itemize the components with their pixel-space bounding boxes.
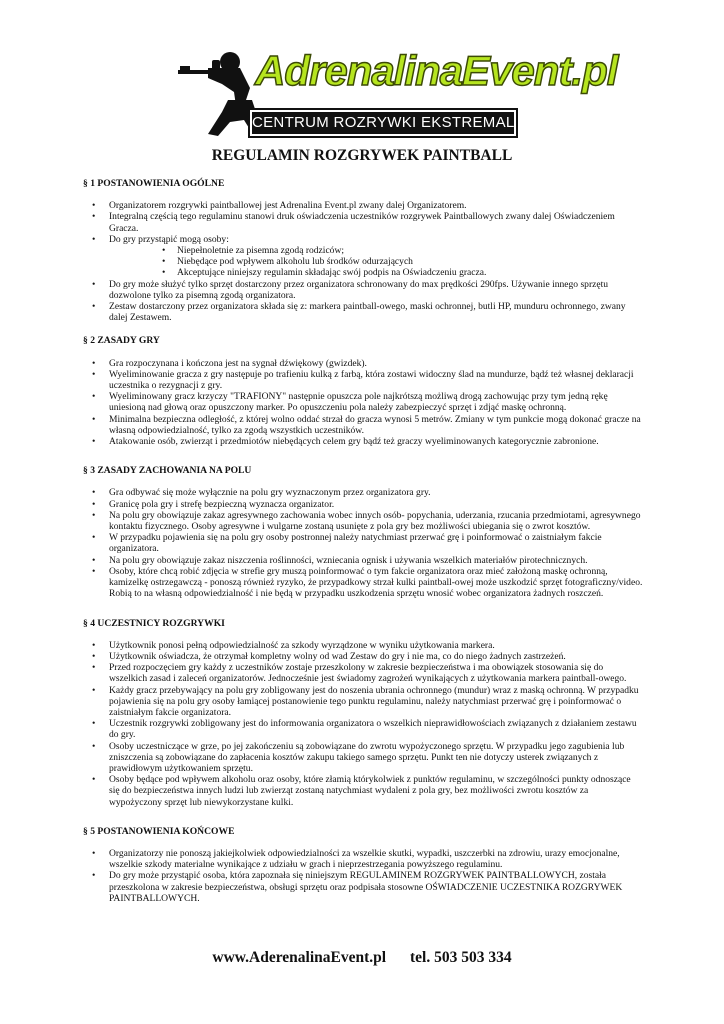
section-heading: § 3 ZASADY ZACHOWANIA NA POLU (83, 465, 252, 477)
list-item: • Organizatorem rozgrywki paintballowej jest Adrenalina Event.pl zwany dalej Organizatorem. (83, 200, 643, 211)
list-item: • Użytkownik ponosi pełną odpowiedzialność za szkody wyrządzone w wyniku użytkowania markera. (83, 640, 643, 651)
list-item: • Osoby uczestniczące w grze, po jej zakończeniu są zobowiązane do zwrotu wypożyczonego sprzętu. W przypadku jego zagubienia lub zniszczenia są zobowiązane do zapłacenia kosztów zakupu takiego samego sprzętu. Punkt ten nie dotyczy usterek związanych z prawidłowym użytkowaniem sprzętu. (83, 741, 643, 775)
section-heading: § 5 POSTANOWIENIA KOŃCOWE (83, 825, 235, 837)
brand-name: AdrenalinaEvent.pl (255, 47, 618, 94)
list-item (83, 234, 643, 279)
list-item: • W przypadku pojawienia się na polu gry osoby postronnej należy natychmiast przerwać grę i poinformować o zaistniałym fakcie organizatora. (83, 532, 643, 554)
sub-list-item: • Niebędące pod wpływem alkoholu lub środków odurzających (109, 256, 643, 267)
sub-list-item: • Niepełnoletnie za pisemna zgodą rodziców; (109, 245, 643, 256)
list-item: • Granicę pola gry i strefę bezpieczną wyznacza organizator. (83, 499, 643, 510)
section-heading: § 2 ZASADY GRY (83, 335, 160, 347)
list-item: • Minimalna bezpieczna odległość, z której wolno oddać strzał do gracza wynosi 5 metrów. Zmiany w tym punkcie mogą dokonać gracze na własną odpowiedzialność, tylko za zgodą wszystkich uczestników. (83, 414, 643, 436)
sub-list-item: • Akceptujące niniejszy regulamin składając swój podpis na Oświadczeniu gracza. (109, 267, 643, 278)
section-list (83, 848, 643, 904)
section-heading: § 1 POSTANOWIENIA OGÓLNE (83, 178, 225, 189)
list-item: • Uczestnik rozgrywki zobligowany jest do informowania organizatora o wszelkich nieprawidłowościach związanych z działaniem zestawu do gry. (83, 718, 643, 740)
list-item: • Do gry może służyć tylko sprzęt dostarczony przez organizatora schronowany do max prędkości 290fps. Używanie innego sprzętu dozwolone tylko za pisemną zgodą organizatora. (83, 279, 643, 301)
section-list (83, 358, 643, 448)
list-item: • Na polu gry obowiązuje zakaz agresywnego zachowania wobec innych osób- popychania, uderzania, rzucania przedmiotami, agresywnego kontaktu fizycznego. Osoby agresywne i wulgarne zostaną usunięte z pola gry bez możliwości ubiegania się o zwrot kosztów. (83, 510, 643, 532)
list-item: • Integralną częścią tego regulaminu stanowi druk oświadczenia uczestników rozgrywek Paintballowych zwany dalej Oświadczeniem Gracza. (83, 211, 643, 233)
section-heading: § 4 UCZESTNICY ROZGRYWKI (83, 617, 225, 629)
sub-list (109, 245, 643, 279)
regulations-body (83, 178, 643, 916)
list-item: • Gra rozpoczynana i kończona jest na sygnał dźwiękowy (gwizdek). (83, 358, 643, 369)
section-3 (83, 465, 643, 599)
list-item: • Każdy gracz przebywający na polu gry zobligowany jest do noszenia ubrania ochronnego (mundur) wraz z maską ochronną. W przypadku pojawienia się na polu gry osoby łamiącej postanowienie tego punktu regulaminu, należy natychmiast przerwać grę i poinformować o zaistniałym fakcie organizatora. (83, 685, 643, 719)
list-item: • Atakowanie osób, zwierząt i przedmiotów niebędących celem gry bądź też graczy wyeliminowanych kategorycznie zabronione. (83, 436, 643, 447)
list-item: • Do gry może przystąpić osoba, która zapoznała się niniejszym REGULAMINEM ROZGRYWEK PAINTBALLOWYCH, została przeszkolona w zakresie bezpieczeństwa, obsługi sprzętu oraz podpisała stosowne OŚWIADCZENIE UCZESTNIKA ROZGRYWEK PAINTBALLOWYCH. (83, 870, 643, 904)
section-list (83, 487, 643, 599)
list-item-text: Do gry przystąpić mogą osoby: (109, 233, 229, 245)
list-item: • Osoby będące pod wpływem alkoholu oraz osoby, które złamią którykolwiek z punktów regulaminu, w szczególności punkty odnoszące się do bezpieczeństwa innych ludzi lub zwierząt zostaną natychmiast wydaleni z pola gry, bez możliwości zwrotu kosztów za wypożyczony sprzęt lub niewykorzystane kulki. (83, 774, 643, 808)
document-title: REGULAMIN ROZGRYWEK PAINTBALL (211, 147, 513, 164)
list-item: • Zestaw dostarczony przez organizatora składa się z: markera paintball-owego, maski ochronnej, butli HP, munduru ochronnego, zwany dalej Zestawem. (83, 301, 643, 323)
footer-website: www.AderenalinaEvent.pl (212, 949, 387, 966)
brand-tagline: CENTRUM ROZRYWKI EKSTREMALNEJ (250, 110, 516, 136)
list-item: • Użytkownik oświadcza, że otrzymał kompletny wolny od wad Zestaw do gry i nie ma, co do niego żadnych zastrzeżeń. (83, 651, 643, 662)
list-item: • Przed rozpoczęciem gry każdy z uczestników zostaje przeszkolony w zakresie bezpieczeństwa i ma obowiązek stosowania się do wszelkich zasad i zaleceń organizatorów. Jednocześnie jest świadomy zagrożeń wynikających z użytkowania markera paintball-owego. (83, 662, 643, 684)
footer-phone: tel. 503 503 334 (409, 949, 512, 966)
list-item: • Osoby, które chcą robić zdjęcia w strefie gry muszą poinformować o tym fakcie organizatora oraz mieć założoną maskę ochronną, kamizelkę ostrzegawczą - ponoszą również ryzyko, że przypadkowy strzał kulki paintball-owej może uszkodzić sprzęt fotograficzny/video. Robią to na własną odpowiedzialność i nie będą w przypadku uszkodzenia sprzętu wnosić wobec organizatora żadnych roszczeń. (83, 566, 643, 600)
section-2 (83, 335, 643, 447)
list-item: • Gra odbywać się może wyłącznie na polu gry wyznaczonym przez organizatora gry. (83, 487, 643, 498)
section-1 (83, 178, 643, 323)
section-list (83, 640, 643, 808)
list-item: • Wyeliminowanie gracza z gry następuje po trafieniu kulką z farbą, która zostawi widoczny ślad na mundurze, bądź też własnej deklaracji uczestnika o rezygnacji z gry. (83, 369, 643, 391)
list-item: • Organizatorzy nie ponoszą jakiejkolwiek odpowiedzialności za wszelkie skutki, wypadki, uszczerbki na zdrowiu, urazy emocjonalne, wszelkie szkody materialne wynikające z udziału w grach i nieprzestrzegania powyższego regulaminu. (83, 848, 643, 870)
footer-contact (0, 949, 724, 967)
list-item: • Na polu gry obowiązuje zakaz niszczenia roślinności, wzniecania ognisk i używania wszelkich materiałów pirotechnicznych. (83, 555, 643, 566)
section-list (83, 200, 643, 323)
section-5 (83, 826, 643, 904)
section-4 (83, 618, 643, 808)
list-item: • Wyeliminowany gracz krzyczy "TRAFIONY" następnie opuszcza pole najkrótszą możliwą drogą zachowując przy tym jedną rękę uniesioną nad głową oraz opuszczony marker. Po opuszczeniu pola należy zabezpieczyć sprzęt i zdjąć maskę ochronną. (83, 391, 643, 413)
